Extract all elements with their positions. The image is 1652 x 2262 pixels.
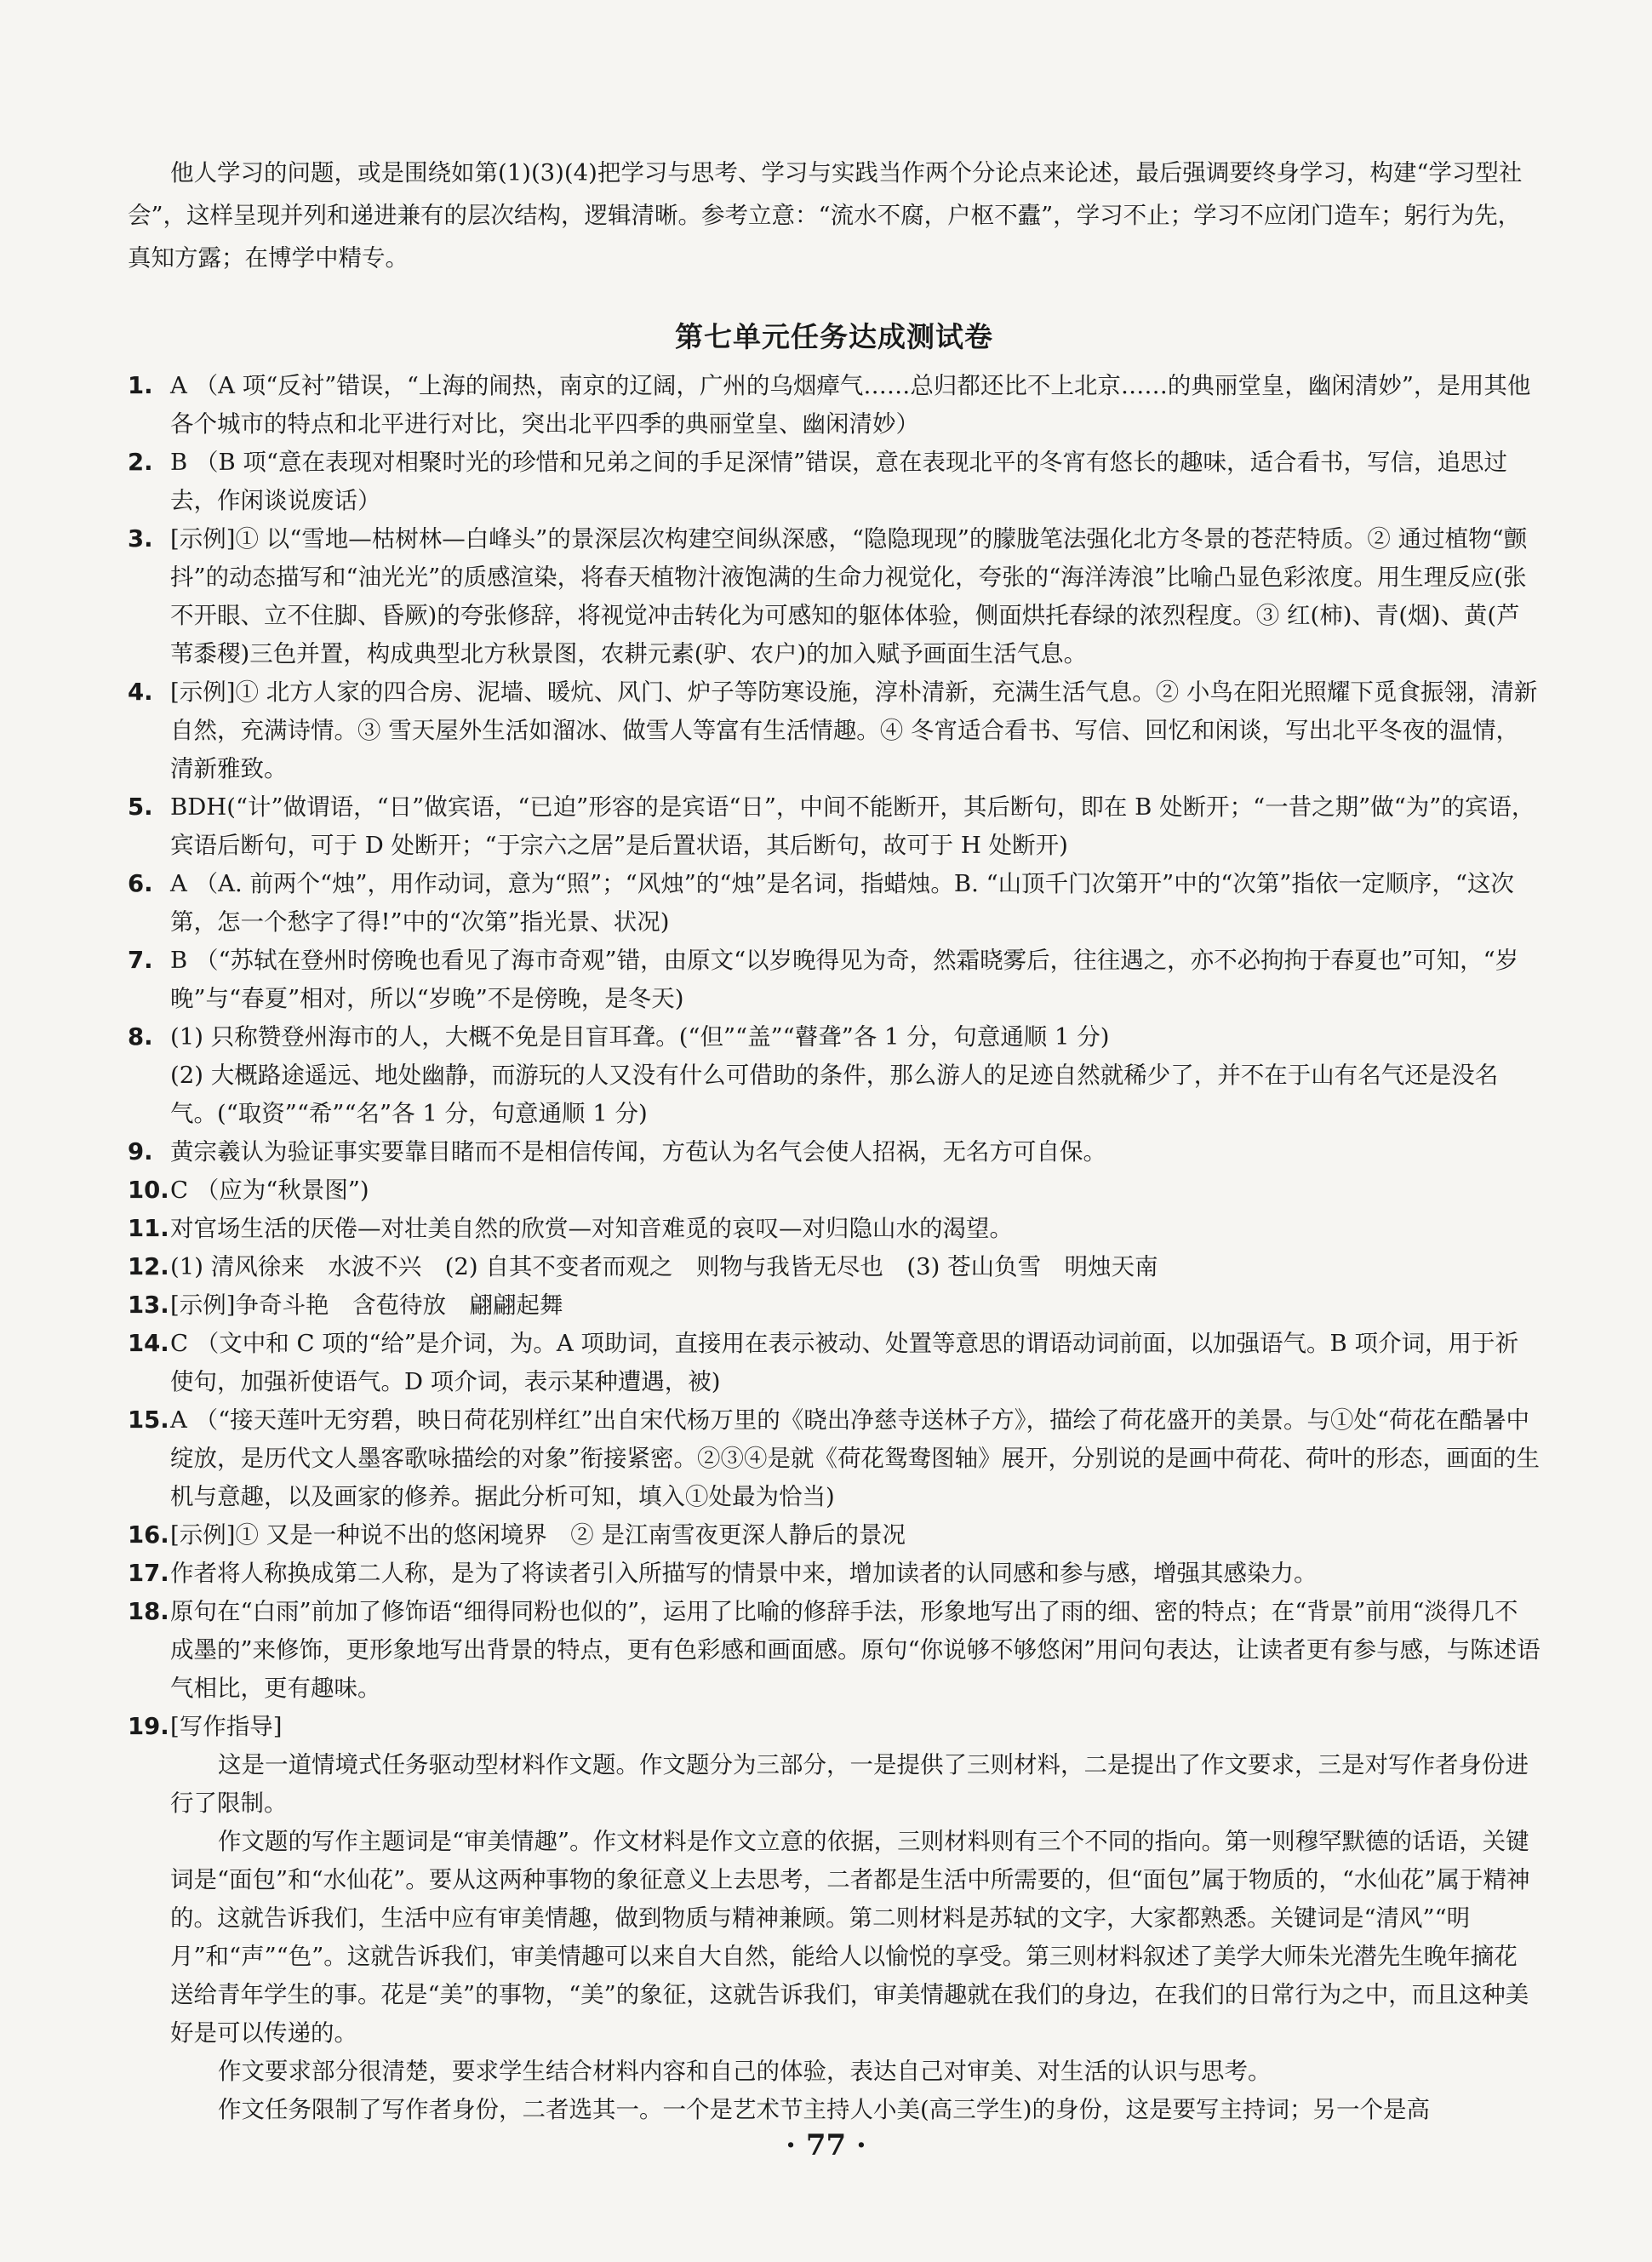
answer-item-2 xyxy=(128,444,1541,520)
item-text: [示例]争奇斗艳 含苞待放 翩翩起舞 xyxy=(170,1291,563,1319)
item-number: 7. xyxy=(128,947,153,974)
item-number: 2. xyxy=(128,449,153,476)
item-text: B （B 项“意在表现对相聚时光的珍惜和兄弟之间的手足深情”错误，意在表现北平的冬宵有悠长的趣味，适合看书，写信，追思过去，作闲谈说废话） xyxy=(170,449,1508,514)
writing-guide-paragraph-3: 作文要求部分很清楚，要求学生结合材料内容和自己的体验，表达自己对审美、对生活的认识与思考。 xyxy=(218,2058,1272,2085)
item-number: 1. xyxy=(128,372,153,399)
answer-item-15 xyxy=(128,1401,1541,1516)
item-number: 4. xyxy=(128,679,153,706)
answer-item-18 xyxy=(128,1593,1541,1708)
intro-paragraph: 他人学习的问题，或是围绕如第(1)(3)(4)把学习与思考、学习与实践当作两个分论点来论述，最后强调要终身学习，构建“学习型社会”，这样呈现并列和递进兼有的层次结构，逻辑清晰。参考立意：“流水不腐，户枢不蠹”，学习不止；学习不应闭门造车；躬行为先，真知方露；在博学中精专。 xyxy=(128,159,1523,272)
answer-item-12 xyxy=(128,1248,1541,1286)
item-number: 9. xyxy=(128,1138,153,1165)
item-text: C （应为“秋景图”) xyxy=(170,1177,369,1204)
item-number: 16. xyxy=(128,1521,169,1549)
item-text: 黄宗羲认为验证事实要靠目睹而不是相信传闻，方苞认为名气会使人招祸，无名方可自保。 xyxy=(170,1138,1106,1165)
item-text: [示例]① 以“雪地—枯树林—白峰头”的景深层次构建空间纵深感，“隐隐现现”的朦胧笔法强化北方冬景的苍茫特质。② 通过植物“颤抖”的动态描写和“油光光”的质感渲染，将春天植物汁液饱满的生命力视觉化，夸张的“海洋涛浪”比喻凸显色彩浓度。用生理反应(张不开眼、立不住脚、昏厥)的夸张修辞，将视觉冲击转化为可感知的躯体体验，侧面烘托春绿的浓烈程度。③ 红(柿)、青(烟)、黄(芦苇黍稷)三色并置，构成典型北方秋景图，农耕元素(驴、农户)的加入赋予画面生活气息。 xyxy=(170,525,1528,667)
answer-item-13 xyxy=(128,1286,1541,1325)
item-number: 17. xyxy=(128,1560,169,1587)
item-text: 作者将人称换成第二人称，是为了将读者引入所描写的情景中来，增加读者的认同感和参与感，增强其感染力。 xyxy=(170,1560,1318,1587)
item-number: 14. xyxy=(128,1330,169,1357)
item-text: A （“接天莲叶无穷碧，映日荷花别样红”出自宋代杨万里的《晓出净慈寺送林子方》，描绘了荷花盛开的美景。与①处“荷花在酷暑中绽放，是历代文人墨客歌咏描绘的对象”衔接紧密。②③④是就《荷花鸳鸯图轴》展开，分别说的是画中荷花、荷叶的形态，画面的生机与意趣，以及画家的修养。据此分析可知，填入①处最为恰当) xyxy=(170,1406,1541,1510)
item-number: 3. xyxy=(128,525,153,553)
item-number: 19. xyxy=(128,1713,169,1740)
item-number: 10. xyxy=(128,1177,169,1204)
answer-item-16 xyxy=(128,1516,1541,1555)
item-number: 12. xyxy=(128,1253,169,1280)
item-number: 11. xyxy=(128,1215,169,1242)
item-number: 15. xyxy=(128,1406,169,1434)
answer-item-7 xyxy=(128,942,1541,1018)
item-number: 8. xyxy=(128,1023,153,1051)
answer-list xyxy=(128,367,1541,2129)
answer-item-5 xyxy=(128,788,1541,865)
item-text: (1) 只称赞登州海市的人，大概不免是目盲耳聋。(“但”“盖”“瞽聋”各 1 分，句意通顺 1 分) xyxy=(170,1023,1110,1051)
answer-item-9 xyxy=(128,1133,1541,1171)
item-text: (1) 清风徐来 水波不兴 (2) 自其不变者而观之 则物与我皆无尽也 (3) 苍山负雪 明烛天南 xyxy=(170,1253,1158,1280)
answer-item-4 xyxy=(128,673,1541,788)
item-text: [示例]① 又是一种说不出的悠闲境界 ② 是江南雪夜更深人静后的景况 xyxy=(170,1521,906,1549)
page-number: · 77 · xyxy=(786,2128,866,2162)
answer-item-3 xyxy=(128,520,1541,673)
item-number: 5. xyxy=(128,793,153,821)
writing-guide-paragraph-4: 作文任务限制了写作者身份，二者选其一。一个是艺术节主持人小美(高三学生)的身份，这是要写主持词；另一个是高 xyxy=(218,2096,1430,2123)
answer-item-10 xyxy=(128,1171,1541,1210)
answer-item-17 xyxy=(128,1555,1541,1593)
item-number: 6. xyxy=(128,870,153,897)
item-text-part-2: (2) 大概路途遥远、地处幽静，而游玩的人又没有什么可借助的条件，那么游人的足迹自然就稀少了，并不在于山有名气还是没名气。(“取资”“希”“名”各 1 分，句意通顺 1 分) xyxy=(170,1062,1499,1127)
item-text: BDH(“计”做谓语，“日”做宾语，“已迫”形容的是宾语“日”，中间不能断开，其后断句，即在 B 处断开；“一昔之期”做“为”的宾语，宾语后断句，可于 D 处断开；“于宗六之居”是后置状语，其后断句，故可于 H 处断开) xyxy=(170,793,1535,859)
item-text: A （A. 前两个“烛”，用作动词，意为“照”；“风烛”的“烛”是名词，指蜡烛。B. “山顶千门次第开”中的“次第”指依一定顺序，“这次第，怎一个愁字了得!”中的“次第”指光景、状况) xyxy=(170,870,1514,936)
writing-guide-paragraph-2: 作文题的写作主题词是“审美情趣”。作文材料是作文立意的依据，三则材料则有三个不同的指向。第一则穆罕默德的话语，关键词是“面包”和“水仙花”。要从这两种事物的象征意义上去思考，二者都是生活中所需要的，但“面包”属于物质的，“水仙花”属于精神的。这就告诉我们，生活中应有审美情趣，做到物质与精神兼顾。第二则材料是苏轼的文字，大家都熟悉。关键词是“清风”“明月”和“声”“色”。这就告诉我们，审美情趣可以来自大自然，能给人以愉悦的享受。第三则材料叙述了美学大师朱光潜先生晚年摘花送给青年学生的事。花是“美”的事物，“美”的象征，这就告诉我们，审美情趣就在我们的身边，在我们的日常行为之中，而且这种美好是可以传递的。 xyxy=(170,1828,1530,2047)
item-text: 原句在“白雨”前加了修饰语“细得同粉也似的”，运用了比喻的修辞手法，形象地写出了雨的细、密的特点；在“背景”前用“淡得几不成墨的”来修饰，更形象地写出背景的特点，更有色彩感和画面感。原句“你说够不够悠闲”用问句表达，让读者更有参与感，与陈述语气相比，更有趣味。 xyxy=(170,1598,1541,1702)
answer-item-1 xyxy=(128,367,1541,444)
item-text: 对官场生活的厌倦—对壮美自然的欣赏—对知音难觅的哀叹—对归隐山水的渴望。 xyxy=(170,1215,1013,1242)
item-text: [示例]① 北方人家的四合房、泥墙、暖炕、风门、炉子等防寒设施，淳朴清新，充满生活气息。② 小鸟在阳光照耀下觅食振翎，清新自然，充满诗情。③ 雪天屋外生活如溜冰、做雪人等富有生活情趣。④ 冬宵适合看书、写信、回忆和闲谈，写出北平冬夜的温情，清新雅致。 xyxy=(170,679,1538,782)
item-text: B （“苏轼在登州时傍晚也看见了海市奇观”错，由原文“以岁晚得见为奇，然霜晓雾后，往往遇之，亦不必拘拘于春夏也”可知，“岁晚”与“春夏”相对，所以“岁晚”不是傍晚，是冬天) xyxy=(170,947,1519,1012)
writing-guide-paragraph-1: 这是一道情境式任务驱动型材料作文题。作文题分为三部分，一是提供了三则材料，二是提出了作文要求，三是对写作者身份进行了限制。 xyxy=(170,1751,1529,1817)
item-number: 18. xyxy=(128,1598,169,1625)
item-number: 13. xyxy=(128,1291,169,1319)
item-text: C （文中和 C 项的“给”是介词，为。A 项助词，直接用在表示被动、处置等意思的谓语动词前面，以加强语气。B 项介词，用于祈使句，加强祈使语气。D 项介词，表示某种遭遇，被) xyxy=(170,1330,1518,1395)
section-title: 第七单元任务达成测试卷 xyxy=(675,320,993,353)
answer-item-6 xyxy=(128,865,1541,942)
answer-item-14 xyxy=(128,1325,1541,1401)
item-text: A （A 项“反衬”错误，“上海的闹热，南京的辽阔，广州的乌烟瘴气……总归都还比不上北京……的典丽堂皇，幽闲清妙”，是用其他各个城市的特点和北平进行对比，突出北平四季的典丽堂皇、幽闲清妙） xyxy=(170,372,1531,438)
answer-content xyxy=(128,152,1541,2129)
answer-item-19 xyxy=(128,1708,1541,2129)
answer-item-11 xyxy=(128,1210,1541,1248)
answer-item-8 xyxy=(128,1018,1541,1133)
writing-guide-heading: [写作指导] xyxy=(170,1713,283,1740)
